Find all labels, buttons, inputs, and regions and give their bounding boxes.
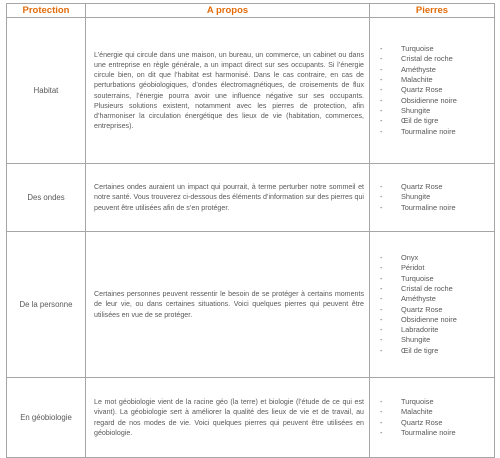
stone-item: - Cristal de roche	[380, 284, 494, 294]
stones-list	[380, 44, 494, 137]
stones-cell	[370, 164, 495, 232]
row-label-ondes: Des ondes	[7, 164, 86, 232]
stone-item: - Quartz Rose	[380, 305, 494, 315]
row-label-geobiologie: En géobiologie	[7, 378, 86, 458]
row-description: Certaines ondes auraient un impact qui pourrait, à terme perturber notre sommeil et notre santé. Vous trouverez ci-dessous des éléments d’information sur des pierres qui peuvent être utilisées afin de s’en protéger.	[86, 164, 370, 232]
table-row	[7, 164, 495, 232]
stone-item: - Obsidienne noire	[380, 96, 494, 106]
stone-item: - Shungite	[380, 335, 494, 345]
stones-cell	[370, 378, 495, 458]
row-description: Certaines personnes peuvent ressentir le besoin de se protéger à certains moments de leur vie, ou dans certaines situations. Voici quelques pierres qui peuvent être utilisées en vue de se protéger.	[86, 232, 370, 378]
table-row	[7, 232, 495, 378]
stone-item: - Tourmaline noire	[380, 428, 494, 438]
header-a-propos: A propos	[86, 4, 370, 18]
stone-item: - Turquoise	[380, 397, 494, 407]
stone-item: - Œil de tigre	[380, 116, 494, 126]
stone-item: - Shungite	[380, 192, 494, 202]
stone-item: - Quartz Rose	[380, 418, 494, 428]
row-label-personne: De la personne	[7, 232, 86, 378]
stones-list	[380, 253, 494, 356]
stone-item: - Péridot	[380, 263, 494, 273]
stone-item: - Améthyste	[380, 294, 494, 304]
stone-item: - Labradorite	[380, 325, 494, 335]
stone-item: - Turquoise	[380, 44, 494, 54]
stone-item: - Malachite	[380, 407, 494, 417]
stones-list	[380, 397, 494, 438]
stone-item: - Malachite	[380, 75, 494, 85]
table-row	[7, 378, 495, 458]
table-row	[7, 18, 495, 164]
row-label-habitat: Habitat	[7, 18, 86, 164]
stone-item: - Quartz Rose	[380, 85, 494, 95]
header-row	[7, 4, 495, 18]
stone-item: - Cristal de roche	[380, 54, 494, 64]
stone-item: - Tourmaline noire	[380, 203, 494, 213]
stones-cell	[370, 18, 495, 164]
stone-item: - Turquoise	[380, 274, 494, 284]
row-description: L’énergie qui circule dans une maison, un bureau, un commerce, un cabinet ou dans une entreprise en règle générale, a un impact direct sur ses occupants. Si l’énergie circule bien, on dit que l’habitat est harmonisé. Dans le cas contraire, en cas de perturbations géobiologiques, d’ondes électromagnétiques, de croisements de flux souterrains, l’énergie pourra avoir une influence négative sur ses occupants. Plusieurs solutions existent, notamment avec les pierres de protection, afin d’harmoniser la circulation énergétique des lieux de vie (habitation, commerces, entreprises).	[86, 18, 370, 164]
stone-item: - Améthyste	[380, 65, 494, 75]
stone-item: - Quartz Rose	[380, 182, 494, 192]
stone-item: - Tourmaline noire	[380, 127, 494, 137]
stone-item: - Onyx	[380, 253, 494, 263]
protection-table	[6, 3, 495, 458]
header-pierres: Pierres	[370, 4, 495, 18]
stones-list	[380, 182, 494, 213]
stone-item: - Œil de tigre	[380, 346, 494, 356]
stone-item: - Obsidienne noire	[380, 315, 494, 325]
stones-cell	[370, 232, 495, 378]
row-description: Le mot géobiologie vient de la racine géo (la terre) et biologie (l’étude de ce qui est vivant). La géobiologie sert à améliorer la qualité des lieux de vie et de travail, au regard de nos modes de vie. Voici quelques pierres qui peuvent être utilisées en géobiologie.	[86, 378, 370, 458]
stone-item: - Shungite	[380, 106, 494, 116]
header-protection: Protection	[7, 4, 86, 18]
